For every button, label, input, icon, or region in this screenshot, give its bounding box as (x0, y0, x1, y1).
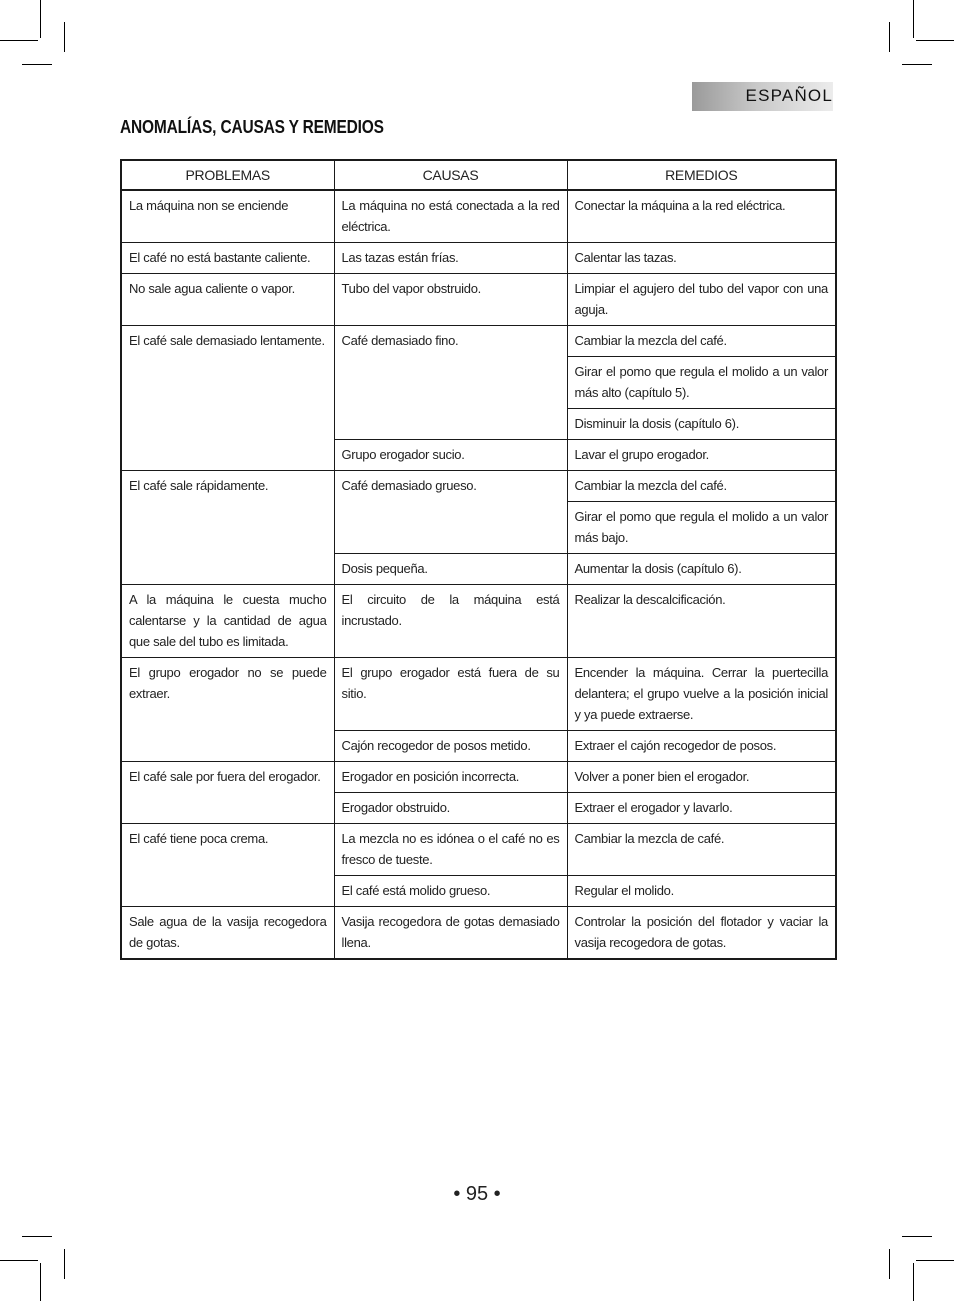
problem-cell: El café sale rápidamente. (121, 471, 334, 585)
crop-mark (22, 1236, 52, 1237)
remedy-cell: Limpiar el agujero del tubo del vapor con una aguja. (567, 274, 836, 326)
crop-mark (902, 1236, 932, 1237)
cause-cell: Tubo del vapor obstruido. (334, 274, 567, 326)
problem-cell: La máquina non se enciende (121, 190, 334, 243)
table-row (121, 762, 836, 793)
crop-mark (913, 0, 914, 38)
remedy-cell: Cambiar la mezcla del café. (567, 326, 836, 357)
crop-mark (916, 40, 954, 41)
cause-cell: La mezcla no es idónea o el café no es fresco de tueste. (334, 824, 567, 876)
cause-cell: Grupo erogador sucio. (334, 440, 567, 471)
table-row (121, 274, 836, 326)
remedy-cell: Girar el pomo que regula el molido a un valor más bajo. (567, 502, 836, 554)
remedy-cell: Realizar la descalcificación. (567, 585, 836, 658)
table-body (121, 190, 836, 959)
remedy-cell: Cambiar la mezcla del café. (567, 471, 836, 502)
problem-cell: El café sale por fuera del erogador. (121, 762, 334, 824)
cause-cell: Las tazas están frías. (334, 243, 567, 274)
problem-cell: El grupo erogador no se puede extraer. (121, 658, 334, 762)
crop-mark (22, 64, 52, 65)
cause-cell: Dosis pequeña. (334, 554, 567, 585)
crop-mark (40, 1263, 41, 1301)
crop-mark (0, 1260, 38, 1261)
cause-cell: El grupo erogador está fuera de su sitio. (334, 658, 567, 731)
crop-mark (889, 1249, 890, 1279)
remedy-cell: Disminuir la dosis (capítulo 6). (567, 409, 836, 440)
column-header-causes: CAUSAS (334, 160, 567, 190)
troubleshooting-table (120, 159, 837, 960)
problem-cell: El café sale demasiado lentamente. (121, 326, 334, 471)
remedy-cell: Calentar las tazas. (567, 243, 836, 274)
problem-cell: El café tiene poca crema. (121, 824, 334, 907)
cause-cell: Café demasiado fino. (334, 326, 567, 440)
cause-cell: El café está molido grueso. (334, 876, 567, 907)
table-header-row (121, 160, 836, 190)
crop-mark (916, 1260, 954, 1261)
crop-mark (913, 1263, 914, 1301)
problem-cell: Sale agua de la vasija recogedora de gotas. (121, 907, 334, 960)
crop-mark (40, 0, 41, 38)
language-label: ESPAÑOL (745, 86, 833, 105)
table-row (121, 190, 836, 243)
cause-cell: Erogador obstruido. (334, 793, 567, 824)
problem-cell: El café no está bastante caliente. (121, 243, 334, 274)
cause-cell: La máquina no está conectada a la red eléctrica. (334, 190, 567, 243)
table-row (121, 471, 836, 502)
page-title: ANOMALÍAS, CAUSAS Y REMEDIOS (120, 117, 384, 137)
remedy-cell: Volver a poner bien el erogador. (567, 762, 836, 793)
column-header-remedies: REMEDIOS (567, 160, 836, 190)
remedy-cell: Girar el pomo que regula el molido a un valor más alto (capítulo 5). (567, 357, 836, 409)
crop-mark (64, 22, 65, 52)
table-row (121, 243, 836, 274)
crop-mark (0, 40, 38, 41)
table-row (121, 326, 836, 357)
cause-cell: Café demasiado grueso. (334, 471, 567, 554)
crop-mark (902, 64, 932, 65)
remedy-cell: Lavar el grupo erogador. (567, 440, 836, 471)
remedy-cell: Aumentar la dosis (capítulo 6). (567, 554, 836, 585)
crop-mark (889, 22, 890, 52)
cause-cell: Erogador en posición incorrecta. (334, 762, 567, 793)
cause-cell: Vasija recogedora de gotas demasiado llena. (334, 907, 567, 960)
crop-mark (64, 1249, 65, 1279)
table-row (121, 585, 836, 658)
remedy-cell: Conectar la máquina a la red eléctrica. (567, 190, 836, 243)
problem-cell: A la máquina le cuesta mucho calentarse y la cantidad de agua que sale del tubo es limitada. (121, 585, 334, 658)
remedy-cell: Extraer el cajón recogedor de posos. (567, 731, 836, 762)
problem-cell: No sale agua caliente o vapor. (121, 274, 334, 326)
remedy-cell: Regular el molido. (567, 876, 836, 907)
table-row (121, 658, 836, 731)
column-header-problems: PROBLEMAS (121, 160, 334, 190)
cause-cell: Cajón recogedor de posos metido. (334, 731, 567, 762)
remedy-cell: Encender la máquina. Cerrar la puertecilla delantera; el grupo vuelve a la posición inicial y ya puede extraerse. (567, 658, 836, 731)
remedy-cell: Cambiar la mezcla de café. (567, 824, 836, 876)
table-row (121, 907, 836, 960)
table-row (121, 824, 836, 876)
cause-cell: El circuito de la máquina está incrustado. (334, 585, 567, 658)
language-tab (692, 82, 833, 111)
page-number: • 95 • (453, 1183, 501, 1205)
remedy-cell: Extraer el erogador y lavarlo. (567, 793, 836, 824)
remedy-cell: Controlar la posición del flotador y vaciar la vasija recogedora de gotas. (567, 907, 836, 960)
